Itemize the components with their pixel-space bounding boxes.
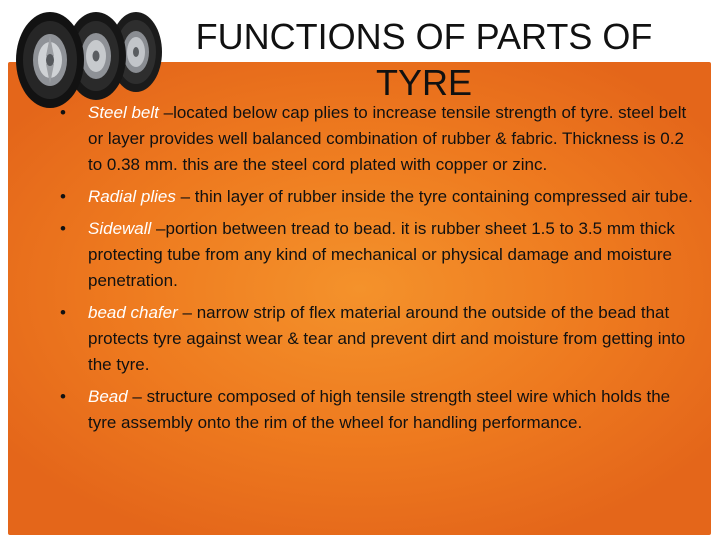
list-item xyxy=(60,384,700,436)
item-text: –located below cap plies to increase tensile strength of tyre. steel belt or layer provides well balanced combination of rubber & fabric. Thickness is 0.2 to 0.38 mm. this are the steel cord plated with copper or zinc. xyxy=(88,103,687,174)
item-text: –portion between tread to bead. it is rubber sheet 1.5 to 3.5 mm thick protecting tube from any kind of mechanical or physical damage and moisture penetration. xyxy=(88,219,675,290)
item-term: Sidewall xyxy=(88,219,152,238)
item-text: – thin layer of rubber inside the tyre containing compressed air tube. xyxy=(175,187,693,206)
list-item xyxy=(60,300,700,378)
tyre-front-icon xyxy=(16,12,84,108)
item-term: Radial plies xyxy=(88,187,176,206)
slide-title: FUNCTIONS OF PARTS OF TYRE xyxy=(195,16,653,103)
item-text: – narrow strip of flex material around the outside of the bead that protects tyre against wear & tear and prevent dirt and moisture from getting into the tyre. xyxy=(88,303,686,374)
list-item xyxy=(60,100,700,178)
item-text: – structure composed of high tensile strength steel wire which holds the tyre assembly onto the rim of the wheel for handling performance. xyxy=(88,387,671,432)
list-item xyxy=(60,184,700,210)
item-term: Bead xyxy=(88,387,128,406)
bullet-list xyxy=(60,100,700,442)
item-term: Steel belt xyxy=(88,103,159,122)
item-term: bead chafer xyxy=(88,303,178,322)
list-item xyxy=(60,216,700,294)
